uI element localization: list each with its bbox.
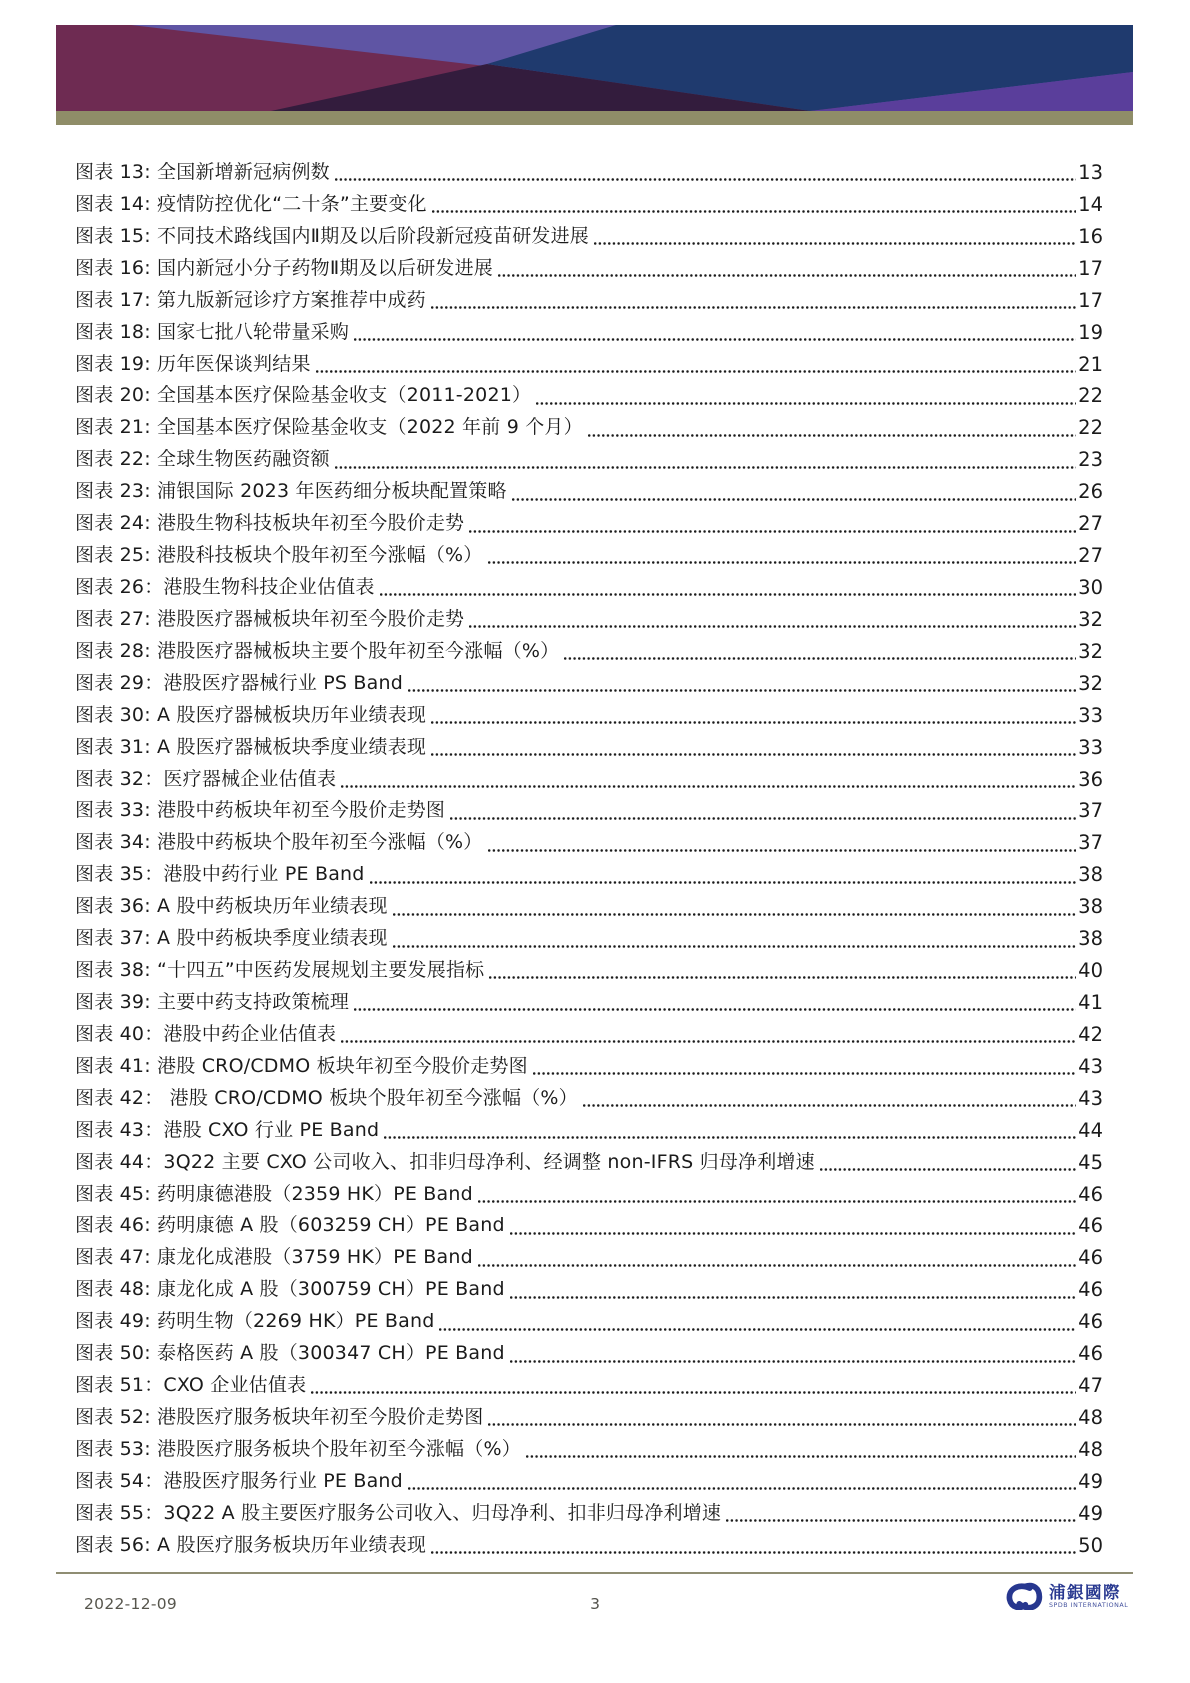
dot-leader — [478, 1193, 1076, 1203]
toc-entry-page: 37 — [1078, 799, 1103, 823]
toc-entry-label: 图表 46: 药明康德 A 股（603259 CH）PE Band — [75, 1214, 505, 1237]
toc-entry-page: 40 — [1078, 959, 1103, 983]
toc-entry-page: 48 — [1078, 1437, 1103, 1461]
dot-leader — [512, 491, 1076, 501]
toc-entry-label: 图表 17: 第九版新冠诊疗方案推荐中成药 — [75, 288, 426, 311]
dot-leader — [335, 459, 1076, 469]
toc-entry-page: 21 — [1078, 352, 1103, 376]
toc-entry-label: 图表 26：港股生物科技企业估值表 — [75, 575, 375, 598]
dot-leader — [384, 1129, 1076, 1139]
toc-entry-page: 47 — [1078, 1374, 1103, 1398]
toc-entry[interactable] — [75, 540, 1103, 572]
dot-leader — [510, 1225, 1076, 1235]
dot-leader — [341, 778, 1076, 788]
toc-entry-label: 图表 14: 疫情防控优化“二十条”主要变化 — [75, 192, 427, 215]
toc-entry[interactable] — [75, 221, 1103, 253]
toc-entry-page: 45 — [1078, 1150, 1103, 1174]
toc-entry-page: 16 — [1078, 224, 1103, 248]
toc-entry[interactable] — [75, 157, 1103, 189]
toc-entry[interactable] — [75, 1498, 1103, 1530]
toc-entry-page: 43 — [1078, 1054, 1103, 1078]
toc-entry[interactable] — [75, 1051, 1103, 1083]
dot-leader — [380, 586, 1077, 596]
dot-leader — [370, 874, 1077, 884]
dot-leader — [431, 1544, 1076, 1554]
toc-entry-label: 图表 45: 药明康德港股（2359 HK）PE Band — [75, 1182, 473, 1205]
toc-entry[interactable] — [75, 476, 1103, 508]
toc-entry-label: 图表 35：港股中药行业 PE Band — [75, 863, 365, 886]
dot-leader — [488, 842, 1077, 852]
toc-entry-page: 27 — [1078, 544, 1103, 568]
toc-entry-label: 图表 27: 港股医疗器械板块年初至今股价走势 — [75, 607, 465, 630]
toc-entry-label: 图表 47: 康龙化成港股（3759 HK）PE Band — [75, 1246, 473, 1269]
toc-entry-page: 50 — [1078, 1533, 1103, 1557]
toc-entry-page: 49 — [1078, 1501, 1103, 1525]
toc-entry[interactable] — [75, 1019, 1103, 1051]
toc-entry-label: 图表 34: 港股中药板块个股年初至今涨幅（%） — [75, 831, 483, 854]
toc-list — [75, 157, 1103, 1562]
toc-entry-label: 图表 28: 港股医疗器械板块主要个股年初至今涨幅（%） — [75, 639, 560, 662]
dot-leader — [588, 427, 1076, 437]
toc-entry[interactable] — [75, 1466, 1103, 1498]
toc-entry-label: 图表 54：港股医疗服务行业 PE Band — [75, 1469, 403, 1492]
toc-entry-page: 26 — [1078, 480, 1103, 504]
footer-divider — [56, 1572, 1133, 1574]
toc-entry[interactable] — [75, 1210, 1103, 1242]
dot-leader — [526, 1448, 1076, 1458]
toc-entry-page: 23 — [1078, 448, 1103, 472]
toc-entry-label: 图表 50: 泰格医药 A 股（300347 CH）PE Band — [75, 1342, 505, 1365]
toc-entry-page: 43 — [1078, 1086, 1103, 1110]
dot-leader — [408, 682, 1076, 692]
dot-leader — [533, 1065, 1076, 1075]
toc-entry-page: 44 — [1078, 1118, 1103, 1142]
toc-entry[interactable] — [75, 444, 1103, 476]
dot-leader — [408, 1480, 1076, 1490]
toc-entry[interactable] — [75, 795, 1103, 827]
toc-entry[interactable] — [75, 1530, 1103, 1562]
header-banner-graphic — [56, 25, 1133, 125]
toc-entry-label: 图表 13: 全国新增新冠病例数 — [75, 161, 330, 183]
logo-name-en: SPDB INTERNATIONAL — [1049, 1602, 1129, 1609]
toc-entry[interactable] — [75, 1434, 1103, 1466]
toc-entry-page: 17 — [1078, 288, 1103, 312]
toc-entry-label: 图表 43：港股 CXO 行业 PE Band — [75, 1118, 380, 1141]
toc-entry[interactable] — [75, 1147, 1103, 1179]
toc-entry[interactable] — [75, 1338, 1103, 1370]
toc-entry-label: 图表 22: 全球生物医药融资额 — [75, 448, 330, 471]
toc-entry-label: 图表 18: 国家七批八轮带量采购 — [75, 320, 350, 343]
toc-entry-page: 14 — [1078, 192, 1103, 216]
toc-entry[interactable] — [75, 732, 1103, 764]
dot-leader — [820, 1161, 1076, 1171]
toc-entry-label: 图表 52: 港股医疗服务板块年初至今股价走势图 — [75, 1405, 484, 1428]
toc-entry[interactable] — [75, 1179, 1103, 1211]
toc-entry-label: 图表 29：港股医疗器械行业 PS Band — [75, 671, 403, 694]
toc-entry-label: 图表 53: 港股医疗服务板块个股年初至今涨幅（%） — [75, 1437, 521, 1460]
toc-entry-page: 37 — [1078, 831, 1103, 855]
dot-leader — [510, 1289, 1076, 1299]
toc-entry[interactable] — [75, 700, 1103, 732]
footer-date: 2022-12-09 — [84, 1595, 178, 1613]
toc-entry-page: 22 — [1078, 416, 1103, 440]
dot-leader — [489, 969, 1076, 979]
banner-olive-bar — [56, 111, 1133, 125]
toc-entry-page: 41 — [1078, 990, 1103, 1014]
toc-entry-page: 13 — [1078, 161, 1103, 184]
header-banner — [56, 25, 1133, 125]
toc-entry-page: 22 — [1078, 384, 1103, 408]
toc-entry-page: 32 — [1078, 639, 1103, 663]
toc-entry-label: 图表 21: 全国基本医疗保险基金收支（2022 年前 9 个月） — [75, 416, 583, 439]
toc-entry[interactable] — [75, 1242, 1103, 1274]
toc-entry-page: 46 — [1078, 1214, 1103, 1238]
toc-entry-page: 36 — [1078, 767, 1103, 791]
toc-entry-page: 32 — [1078, 671, 1103, 695]
toc-entry-label: 图表 55：3Q22 A 股主要医疗服务公司收入、归母净利、扣非归母净利增速 — [75, 1501, 722, 1524]
toc-entry-label: 图表 24: 港股生物科技板块年初至今股价走势 — [75, 512, 465, 535]
dot-leader — [432, 203, 1076, 213]
toc-entry-label: 图表 40：港股中药企业估值表 — [75, 1022, 337, 1045]
toc-entry[interactable] — [75, 508, 1103, 540]
toc-entry-page: 17 — [1078, 256, 1103, 280]
toc-entry[interactable] — [75, 1370, 1103, 1402]
toc-entry[interactable] — [75, 859, 1103, 891]
dot-leader — [439, 1321, 1076, 1331]
dot-leader — [393, 938, 1076, 948]
toc-entry-label: 图表 32：医疗器械企业估值表 — [75, 767, 337, 790]
toc-entry-page: 38 — [1078, 863, 1103, 887]
toc-entry-page: 33 — [1078, 703, 1103, 727]
toc-entry-page: 46 — [1078, 1182, 1103, 1206]
toc-entry[interactable] — [75, 1115, 1103, 1147]
footer-page-number: 3 — [590, 1595, 600, 1613]
dot-leader — [431, 299, 1076, 309]
dot-leader — [478, 1257, 1076, 1267]
dot-leader — [726, 1512, 1076, 1522]
toc-entry[interactable] — [75, 955, 1103, 987]
dot-leader — [393, 906, 1076, 916]
logo-name-zh: 浦銀國際 — [1049, 1583, 1121, 1602]
toc-entry-label: 图表 44：3Q22 主要 CXO 公司收入、扣非归母净利、经调整 non-IFRS 归母净利增速 — [75, 1150, 815, 1173]
toc-entry-label: 图表 20: 全国基本医疗保险基金收支（2011-2021） — [75, 384, 532, 407]
toc-entry[interactable] — [75, 189, 1103, 221]
toc-entry[interactable] — [75, 1274, 1103, 1306]
toc-entry-page: 33 — [1078, 735, 1103, 759]
toc-entry[interactable] — [75, 827, 1103, 859]
toc-entry-label: 图表 19: 历年医保谈判结果 — [75, 352, 311, 375]
toc-entry-label: 图表 33: 港股中药板块年初至今股价走势图 — [75, 799, 446, 822]
toc-entry-label: 图表 56: A 股医疗服务板块历年业绩表现 — [75, 1533, 427, 1556]
toc-entry-page: 48 — [1078, 1405, 1103, 1429]
toc-entry-label: 图表 37: A 股中药板块季度业绩表现 — [75, 927, 388, 950]
dot-leader — [594, 235, 1076, 245]
dot-leader — [469, 523, 1076, 533]
dot-leader — [341, 1033, 1076, 1043]
toc-entry-label: 图表 41: 港股 CRO/CDMO 板块年初至今股价走势图 — [75, 1054, 528, 1077]
toc-entry[interactable] — [75, 572, 1103, 604]
toc-entry[interactable] — [75, 317, 1103, 349]
toc-entry-page: 38 — [1078, 927, 1103, 951]
toc-entry[interactable] — [75, 923, 1103, 955]
toc-entry[interactable] — [75, 380, 1103, 412]
toc-entry-page: 46 — [1078, 1278, 1103, 1302]
spdb-logo-mark-icon — [1005, 1582, 1044, 1610]
dot-leader — [316, 363, 1077, 373]
toc-entry-label: 图表 39: 主要中药支持政策梳理 — [75, 990, 350, 1013]
toc-entry-page: 30 — [1078, 575, 1103, 599]
dot-leader — [564, 650, 1076, 660]
dot-leader — [498, 267, 1076, 277]
toc-entry-label: 图表 31: A 股医疗器械板块季度业绩表现 — [75, 735, 427, 758]
toc-entry[interactable] — [75, 1402, 1103, 1434]
dot-leader — [354, 331, 1076, 341]
toc-entry-label: 图表 42： 港股 CRO/CDMO 板块个股年初至今涨幅（%） — [75, 1086, 578, 1109]
toc-entry-label: 图表 36: A 股中药板块历年业绩表现 — [75, 895, 388, 918]
dot-leader — [311, 1384, 1076, 1394]
dot-leader — [431, 714, 1076, 724]
toc-entry[interactable] — [75, 668, 1103, 700]
dot-leader — [469, 618, 1076, 628]
toc-entry-page: 46 — [1078, 1342, 1103, 1366]
toc-entry-label: 图表 51：CXO 企业估值表 — [75, 1374, 307, 1397]
dot-leader — [488, 1416, 1076, 1426]
toc-entry[interactable] — [75, 253, 1103, 285]
toc-entry[interactable] — [75, 987, 1103, 1019]
toc-entry-page: 49 — [1078, 1469, 1103, 1493]
dot-leader — [450, 810, 1076, 820]
toc-entry-page: 38 — [1078, 895, 1103, 919]
toc-entry[interactable] — [75, 764, 1103, 796]
dot-leader — [431, 746, 1076, 756]
toc-entry[interactable] — [75, 604, 1103, 636]
toc-entry[interactable] — [75, 412, 1103, 444]
dot-leader — [488, 554, 1077, 564]
dot-leader — [354, 1001, 1076, 1011]
toc-entry-label: 图表 23: 浦银国际 2023 年医药细分板块配置策略 — [75, 480, 507, 503]
toc-entry-page: 42 — [1078, 1022, 1103, 1046]
spdb-international-logo — [1005, 1582, 1128, 1610]
toc-entry[interactable] — [75, 285, 1103, 317]
toc-entry-page: 27 — [1078, 512, 1103, 536]
toc-entry-label: 图表 48: 康龙化成 A 股（300759 CH）PE Band — [75, 1278, 505, 1301]
toc-entry-page: 32 — [1078, 607, 1103, 631]
toc-entry[interactable] — [75, 636, 1103, 668]
toc-entry-label: 图表 49: 药明生物（2269 HK）PE Band — [75, 1310, 435, 1333]
dot-leader — [583, 1097, 1076, 1107]
dot-leader — [536, 395, 1076, 405]
toc-entry[interactable] — [75, 891, 1103, 923]
toc-entry-page: 19 — [1078, 320, 1103, 344]
toc-entry-label: 图表 15: 不同技术路线国内Ⅱ期及以后阶段新冠疫苗研发进展 — [75, 224, 590, 247]
toc-entry-label: 图表 16: 国内新冠小分子药物Ⅱ期及以后研发进展 — [75, 256, 494, 279]
toc-entry-page: 46 — [1078, 1310, 1103, 1334]
toc-entry-label: 图表 38: “十四五”中医药发展规划主要发展指标 — [75, 959, 485, 982]
toc-entry[interactable] — [75, 1083, 1103, 1115]
toc-entry-label: 图表 30: A 股医疗器械板块历年业绩表现 — [75, 703, 427, 726]
toc-entry-page: 46 — [1078, 1246, 1103, 1270]
dot-leader — [510, 1353, 1076, 1363]
toc-entry[interactable] — [75, 349, 1103, 381]
toc-entry[interactable] — [75, 1306, 1103, 1338]
dot-leader — [335, 171, 1076, 181]
toc-entry-label: 图表 25: 港股科技板块个股年初至今涨幅（%） — [75, 544, 483, 567]
